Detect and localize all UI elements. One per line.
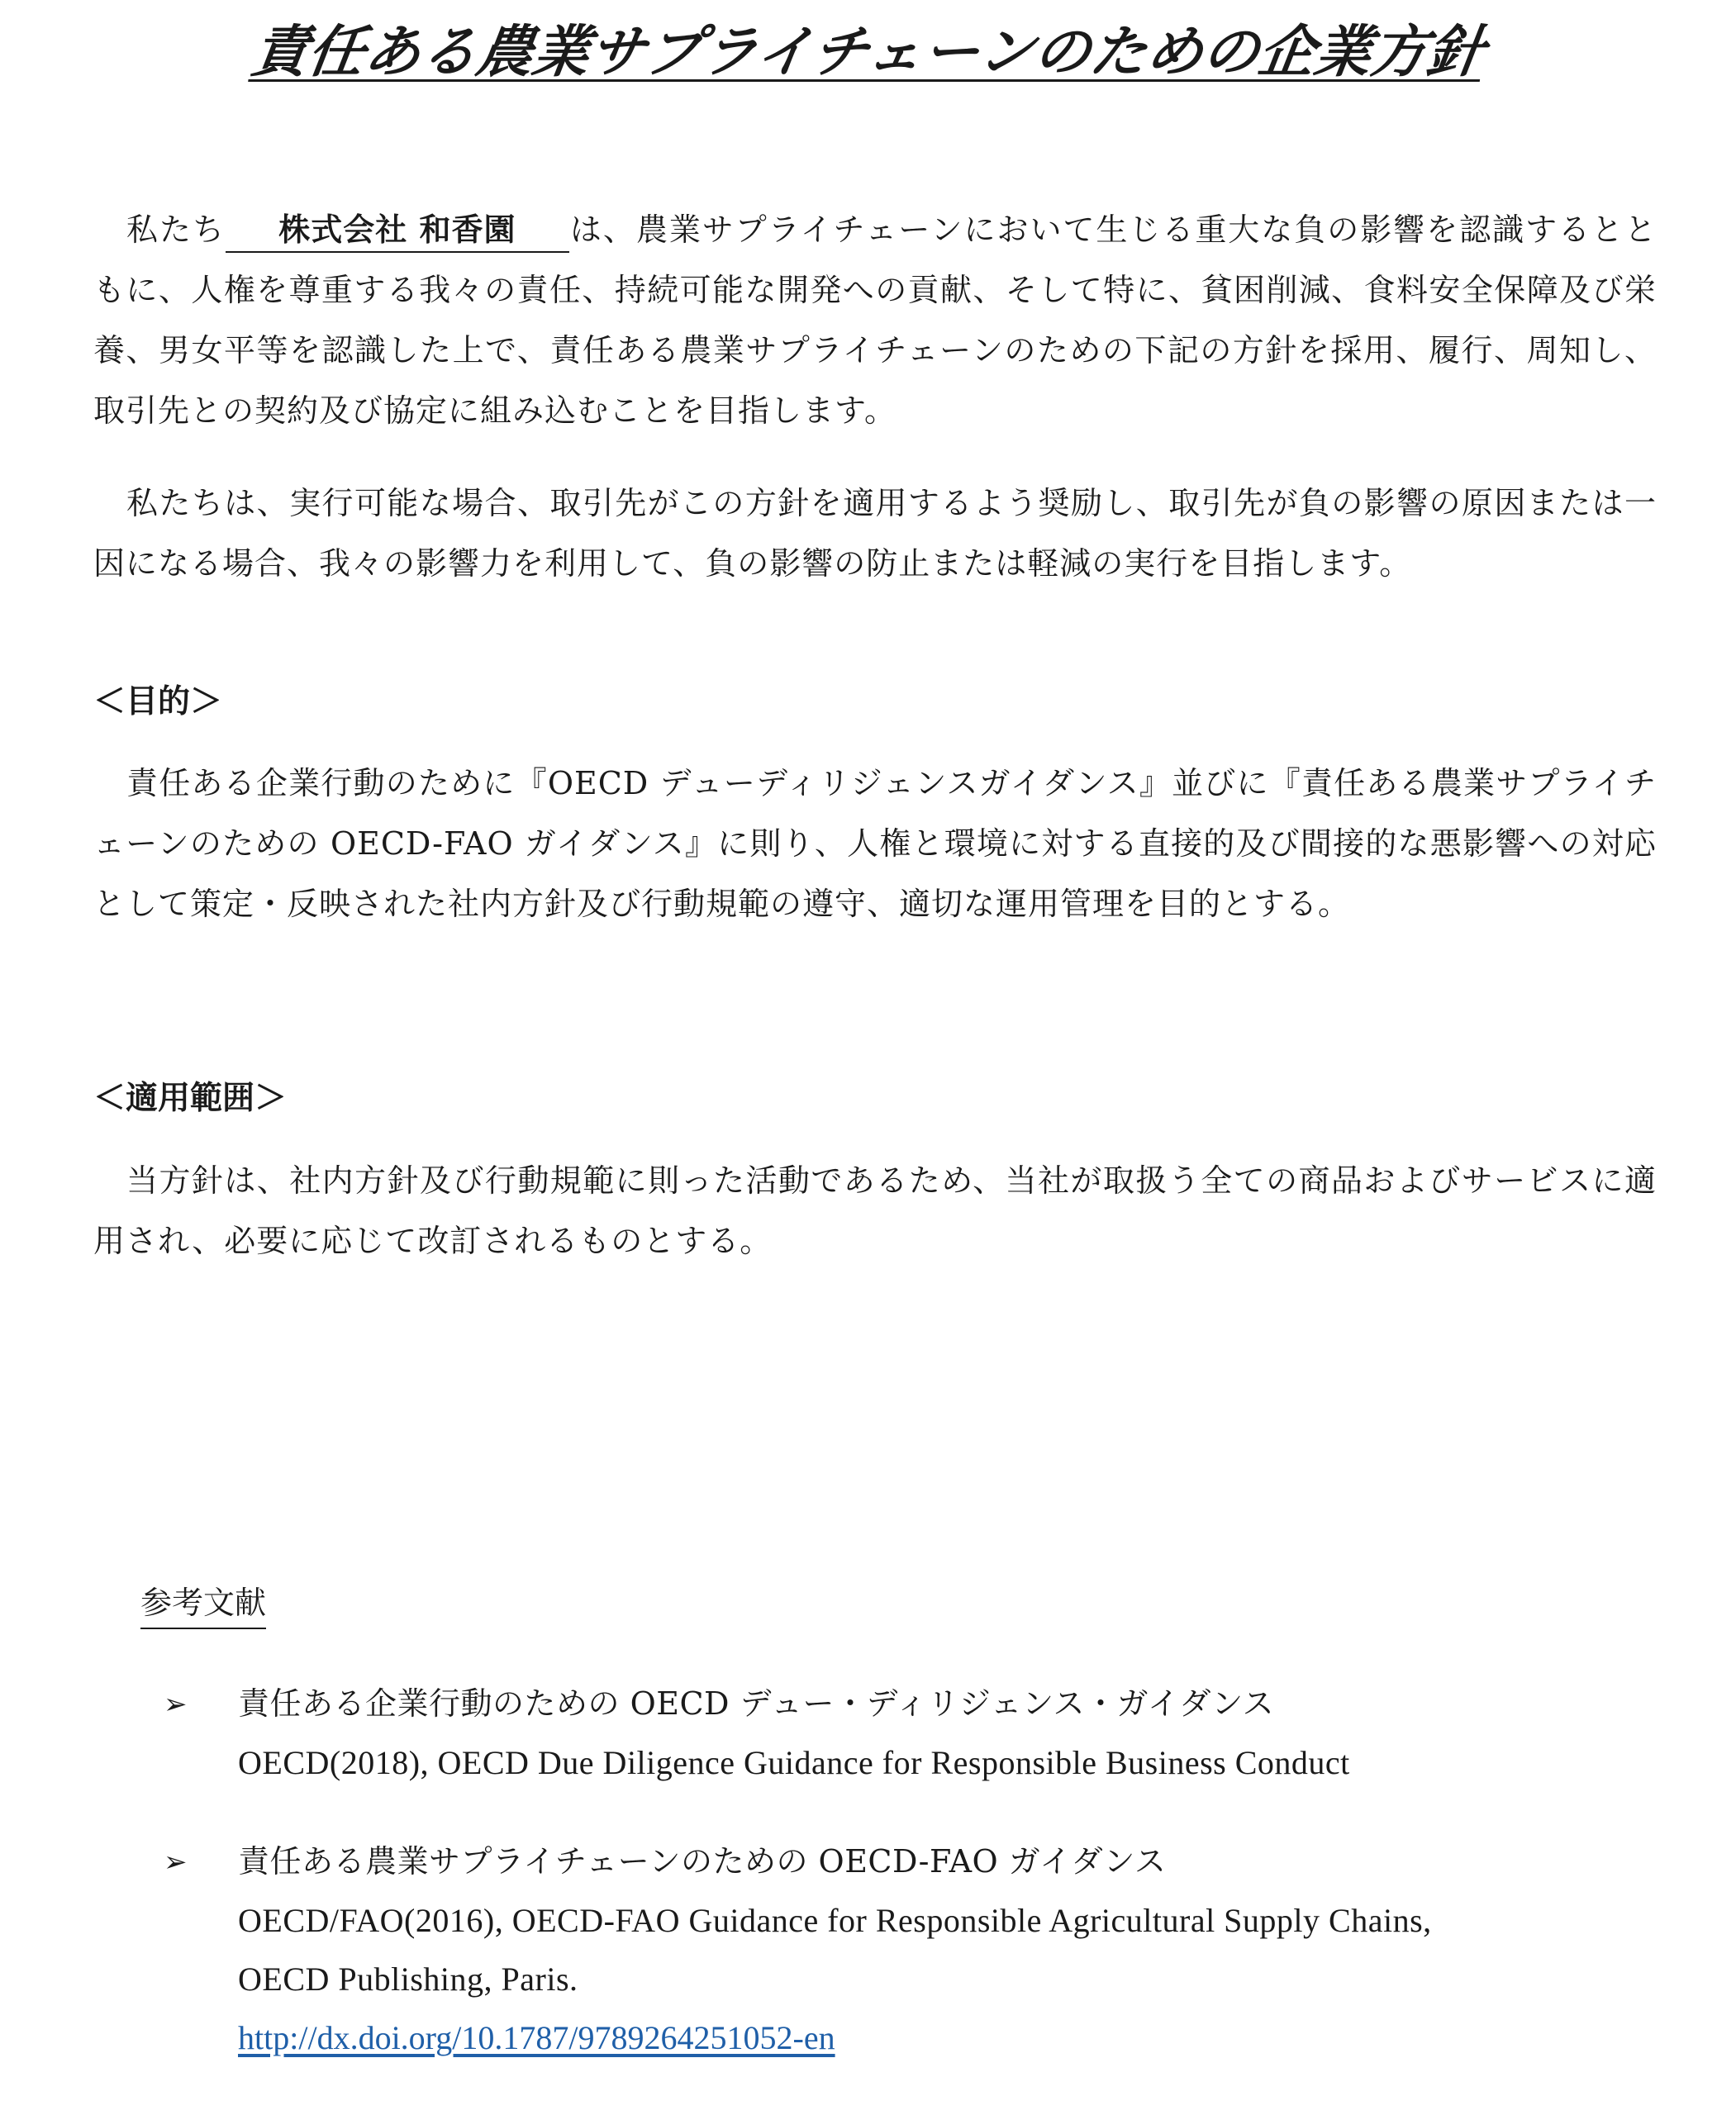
purpose-heading: ＜目的＞ [93,683,223,720]
page-title [0,15,1736,89]
reference-citation: OECD(2018), OECD Due Diligence Guidance for Responsible Business Conduct [238,1744,1350,1781]
reference-citation: OECD/FAO(2016), OECD-FAO Guidance for Responsible Agricultural Supply Chains, [238,1902,1432,1939]
reference-doi-link[interactable]: http://dx.doi.org/10.1787/9789264251052-en [238,2019,835,2056]
arrow-bullet-icon: ➢ [164,1688,188,1721]
reference-publisher: OECD Publishing, Paris. [238,1961,578,1998]
purpose-paragraph: 責任ある企業行動のために『OECD デューディリジェンスガイダンス』並びに『責任ある農業サプライチェーンのための OECD-FAO ガイダンス』に則り、人権と環境に対する直接的及び間接的な悪影響への対応として策定・反映された社内方針及び行動規範の遵守、適切な運用管理を目的とする。 [93,765,1657,922]
scope-heading: ＜適用範囲＞ [93,1080,288,1117]
company-name: 株式会社 和香園 [226,208,569,253]
reference-title-jp: 責任ある農業サプライチェーンのための OECD-FAO ガイダンス [238,1843,1167,1880]
scope-paragraph: 当方針は、社内方針及び行動規範に則った活動であるため、当社が取扱う全ての商品およびサービスに適用され、必要に応じて改訂されるものとする。 [93,1162,1657,1259]
intro-text: は、農業サプライチェーンにおいて生じる重大な負の影響を認識するとともに、人権を尊重する我々の責任、持続可能な開発への貢献、そして特に、貧困削減、食料安全保障及び栄養、男女平等を認識した上で、責任ある農業サプライチェーンのための下記の方針を採用、履行、周知し、取引先との契約及び協定に組み込むことを目指します。 [93,212,1657,429]
arrow-bullet-icon: ➢ [164,1846,188,1879]
page-title-text: 責任ある農業サプライチェーンのための企業方針 [247,19,1489,85]
reference-lines [238,1832,1659,2067]
reference-lines [238,1675,1659,1792]
reference-title-jp: 責任ある企業行動のための OECD デュー・ディリジェンス・ガイダンス [238,1685,1275,1722]
intro-lead: 私たち [126,212,226,248]
intro-paragraph [93,200,1657,441]
references-title: 参考文献 [140,1578,266,1629]
intro-paragraph-2: 私たちは、実行可能な場合、取引先がこの方針を適用するよう奨励し、取引先が負の影響の原因または一因になる場合、我々の影響力を利用して、負の影響の防止または軽減の実行を目指します。 [93,485,1657,582]
